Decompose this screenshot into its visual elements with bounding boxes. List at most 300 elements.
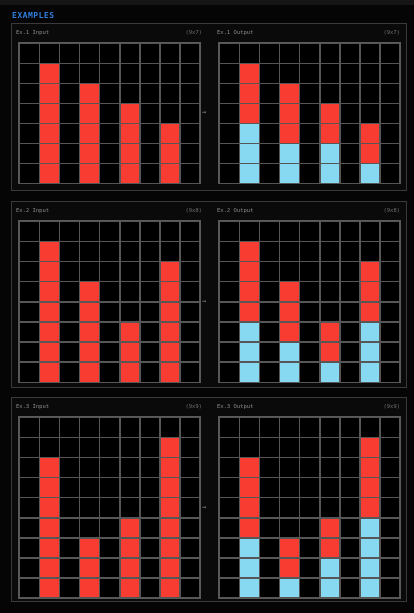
grid-cell[interactable] (180, 163, 201, 184)
grid-cell[interactable] (39, 518, 60, 539)
grid-cell[interactable] (219, 497, 240, 518)
grid-cell[interactable] (19, 163, 40, 184)
grid-cell[interactable] (59, 477, 80, 498)
grid-cell[interactable] (340, 241, 361, 262)
grid-cell[interactable] (19, 518, 40, 539)
grid-cell[interactable] (160, 43, 181, 64)
grid-cell[interactable] (99, 538, 120, 559)
grid-cell[interactable] (239, 163, 260, 184)
grid-cell[interactable] (380, 261, 401, 282)
grid-cell[interactable] (180, 342, 201, 363)
grid-cell[interactable] (299, 221, 320, 242)
grid-cell[interactable] (360, 123, 381, 144)
grid-cell[interactable] (120, 103, 141, 124)
grid-cell[interactable] (360, 143, 381, 164)
grid-cell[interactable] (340, 103, 361, 124)
grid-cell[interactable] (19, 43, 40, 64)
grid-cell[interactable] (120, 417, 141, 438)
grid-cell[interactable] (380, 477, 401, 498)
grid-cell[interactable] (19, 362, 40, 383)
grid-cell[interactable] (99, 437, 120, 458)
grid-cell[interactable] (79, 83, 100, 104)
grid-cell[interactable] (380, 558, 401, 579)
grid-cell[interactable] (239, 63, 260, 84)
grid-cell[interactable] (299, 342, 320, 363)
grid-cell[interactable] (259, 103, 280, 124)
grid-cell[interactable] (59, 497, 80, 518)
grid-cell[interactable] (140, 417, 161, 438)
grid-cell[interactable] (180, 83, 201, 104)
grid-cell[interactable] (99, 302, 120, 323)
grid-cell[interactable] (39, 417, 60, 438)
grid-cell[interactable] (380, 322, 401, 343)
grid-cell[interactable] (180, 417, 201, 438)
grid-cell[interactable] (380, 437, 401, 458)
grid-cell[interactable] (140, 103, 161, 124)
grid-cell[interactable] (99, 163, 120, 184)
grid-cell[interactable] (380, 302, 401, 323)
grid-cell[interactable] (279, 457, 300, 478)
grid-cell[interactable] (299, 43, 320, 64)
grid-cell[interactable] (120, 558, 141, 579)
grid-cell[interactable] (279, 322, 300, 343)
grid-cell[interactable] (120, 43, 141, 64)
grid-cell[interactable] (120, 477, 141, 498)
grid-cell[interactable] (59, 241, 80, 262)
grid-cell[interactable] (340, 437, 361, 458)
grid-cell[interactable] (39, 123, 60, 144)
grid-cell[interactable] (120, 538, 141, 559)
grid-cell[interactable] (239, 437, 260, 458)
grid-cell[interactable] (160, 538, 181, 559)
grid-cell[interactable] (279, 437, 300, 458)
grid-cell[interactable] (299, 63, 320, 84)
grid-cell[interactable] (19, 281, 40, 302)
grid-cell[interactable] (180, 43, 201, 64)
grid-cell[interactable] (360, 83, 381, 104)
grid-cell[interactable] (360, 261, 381, 282)
grid-cell[interactable] (79, 362, 100, 383)
grid-cell[interactable] (360, 457, 381, 478)
grid-cell[interactable] (320, 342, 341, 363)
grid-cell[interactable] (340, 518, 361, 539)
grid-cell[interactable] (160, 163, 181, 184)
grid-cell[interactable] (259, 497, 280, 518)
grid-cell[interactable] (320, 417, 341, 438)
grid-cell[interactable] (19, 558, 40, 579)
grid-cell[interactable] (219, 477, 240, 498)
grid-cell[interactable] (360, 558, 381, 579)
grid-cell[interactable] (299, 362, 320, 383)
grid-cell[interactable] (340, 43, 361, 64)
grid-cell[interactable] (99, 477, 120, 498)
grid-cell[interactable] (320, 437, 341, 458)
grid-cell[interactable] (239, 123, 260, 144)
grid-cell[interactable] (120, 578, 141, 599)
grid-cell[interactable] (59, 143, 80, 164)
grid-cell[interactable] (299, 437, 320, 458)
grid-cell[interactable] (160, 221, 181, 242)
grid-cell[interactable] (39, 281, 60, 302)
grid-cell[interactable] (59, 302, 80, 323)
grid-cell[interactable] (360, 241, 381, 262)
grid-cell[interactable] (160, 417, 181, 438)
grid-cell[interactable] (160, 362, 181, 383)
grid-cell[interactable] (340, 163, 361, 184)
grid-cell[interactable] (360, 342, 381, 363)
grid-cell[interactable] (320, 322, 341, 343)
grid-cell[interactable] (259, 163, 280, 184)
grid-cell[interactable] (239, 518, 260, 539)
grid-cell[interactable] (99, 322, 120, 343)
grid-cell[interactable] (120, 281, 141, 302)
grid-cell[interactable] (320, 477, 341, 498)
grid-cell[interactable] (180, 362, 201, 383)
grid-cell[interactable] (279, 342, 300, 363)
grid-cell[interactable] (380, 538, 401, 559)
grid-cell[interactable] (160, 518, 181, 539)
grid-cell[interactable] (279, 477, 300, 498)
grid-cell[interactable] (320, 103, 341, 124)
grid-cell[interactable] (79, 143, 100, 164)
grid-cell[interactable] (79, 103, 100, 124)
grid-cell[interactable] (259, 143, 280, 164)
grid-cell[interactable] (340, 362, 361, 383)
grid-cell[interactable] (299, 538, 320, 559)
grid-cell[interactable] (360, 417, 381, 438)
grid-cell[interactable] (59, 261, 80, 282)
grid-cell[interactable] (219, 342, 240, 363)
grid-cell[interactable] (99, 241, 120, 262)
grid-cell[interactable] (99, 63, 120, 84)
grid-cell[interactable] (279, 103, 300, 124)
grid-cell[interactable] (340, 83, 361, 104)
grid-cell[interactable] (360, 362, 381, 383)
grid-cell[interactable] (19, 83, 40, 104)
grid-cell[interactable] (299, 477, 320, 498)
grid-cell[interactable] (140, 497, 161, 518)
grid-cell[interactable] (59, 558, 80, 579)
grid-cell[interactable] (79, 241, 100, 262)
grid-cell[interactable] (279, 538, 300, 559)
grid-cell[interactable] (160, 83, 181, 104)
grid-cell[interactable] (39, 457, 60, 478)
grid-cell[interactable] (380, 241, 401, 262)
grid-cell[interactable] (99, 123, 120, 144)
grid-cell[interactable] (59, 83, 80, 104)
grid-cell[interactable] (360, 221, 381, 242)
grid-cell[interactable] (120, 241, 141, 262)
grid-cell[interactable] (140, 43, 161, 64)
grid-cell[interactable] (279, 163, 300, 184)
grid-cell[interactable] (279, 143, 300, 164)
grid-cell[interactable] (219, 43, 240, 64)
grid-cell[interactable] (259, 342, 280, 363)
grid-cell[interactable] (59, 417, 80, 438)
grid-cell[interactable] (239, 477, 260, 498)
grid-cell[interactable] (79, 417, 100, 438)
grid-cell[interactable] (140, 538, 161, 559)
grid-cell[interactable] (219, 241, 240, 262)
grid-cell[interactable] (259, 457, 280, 478)
grid-cell[interactable] (219, 457, 240, 478)
grid-cell[interactable] (340, 221, 361, 242)
grid-cell[interactable] (180, 103, 201, 124)
grid-cell[interactable] (219, 163, 240, 184)
grid-cell[interactable] (380, 63, 401, 84)
grid-cell[interactable] (99, 43, 120, 64)
grid-cell[interactable] (299, 417, 320, 438)
grid-cell[interactable] (160, 123, 181, 144)
grid-cell[interactable] (19, 241, 40, 262)
grid-cell[interactable] (140, 518, 161, 539)
grid-cell[interactable] (320, 302, 341, 323)
grid-cell[interactable] (160, 578, 181, 599)
grid-cell[interactable] (239, 221, 260, 242)
grid-cell[interactable] (219, 302, 240, 323)
grid-cell[interactable] (320, 261, 341, 282)
grid-cell[interactable] (259, 558, 280, 579)
grid-cell[interactable] (120, 437, 141, 458)
grid-cell[interactable] (299, 578, 320, 599)
grid-cell[interactable] (180, 578, 201, 599)
grid-cell[interactable] (120, 497, 141, 518)
grid-cell[interactable] (259, 83, 280, 104)
grid-cell[interactable] (239, 83, 260, 104)
grid-cell[interactable] (340, 417, 361, 438)
grid-cell[interactable] (239, 417, 260, 438)
grid-cell[interactable] (340, 538, 361, 559)
grid-cell[interactable] (140, 221, 161, 242)
grid-cell[interactable] (160, 322, 181, 343)
grid-cell[interactable] (239, 362, 260, 383)
grid-cell[interactable] (219, 281, 240, 302)
grid-cell[interactable] (219, 143, 240, 164)
grid-cell[interactable] (279, 123, 300, 144)
grid-cell[interactable] (140, 342, 161, 363)
grid-cell[interactable] (180, 558, 201, 579)
grid-cell[interactable] (279, 558, 300, 579)
grid-cell[interactable] (120, 457, 141, 478)
grid-cell[interactable] (120, 83, 141, 104)
grid-cell[interactable] (360, 437, 381, 458)
grid-cell[interactable] (120, 163, 141, 184)
grid-cell[interactable] (79, 578, 100, 599)
grid-cell[interactable] (340, 457, 361, 478)
grid-cell[interactable] (39, 477, 60, 498)
grid-cell[interactable] (39, 103, 60, 124)
grid-cell[interactable] (79, 518, 100, 539)
grid-cell[interactable] (19, 417, 40, 438)
grid-cell[interactable] (320, 538, 341, 559)
grid-cell[interactable] (140, 123, 161, 144)
grid-cell[interactable] (219, 221, 240, 242)
grid-cell[interactable] (259, 43, 280, 64)
grid-cell[interactable] (360, 302, 381, 323)
grid-cell[interactable] (140, 143, 161, 164)
grid-cell[interactable] (140, 261, 161, 282)
grid-cell[interactable] (239, 457, 260, 478)
grid-cell[interactable] (180, 221, 201, 242)
grid-cell[interactable] (299, 457, 320, 478)
grid-cell[interactable] (99, 578, 120, 599)
grid-cell[interactable] (219, 322, 240, 343)
grid-cell[interactable] (360, 518, 381, 539)
grid-cell[interactable] (140, 578, 161, 599)
grid-cell[interactable] (140, 83, 161, 104)
grid-cell[interactable] (180, 241, 201, 262)
grid-cell[interactable] (79, 63, 100, 84)
grid-cell[interactable] (259, 302, 280, 323)
grid-cell[interactable] (259, 578, 280, 599)
grid-cell[interactable] (299, 83, 320, 104)
grid-cell[interactable] (180, 518, 201, 539)
grid-cell[interactable] (99, 281, 120, 302)
grid-cell[interactable] (120, 302, 141, 323)
grid-cell[interactable] (279, 362, 300, 383)
grid-cell[interactable] (299, 281, 320, 302)
grid-cell[interactable] (180, 302, 201, 323)
grid-cell[interactable] (219, 63, 240, 84)
grid-cell[interactable] (39, 43, 60, 64)
grid-cell[interactable] (120, 123, 141, 144)
grid-cell[interactable] (380, 497, 401, 518)
grid-cell[interactable] (340, 143, 361, 164)
grid-cell[interactable] (140, 322, 161, 343)
grid-cell[interactable] (320, 362, 341, 383)
grid-cell[interactable] (160, 261, 181, 282)
grid-cell[interactable] (279, 578, 300, 599)
grid-cell[interactable] (160, 342, 181, 363)
grid-cell[interactable] (239, 302, 260, 323)
grid-cell[interactable] (59, 437, 80, 458)
grid-cell[interactable] (79, 558, 100, 579)
grid-cell[interactable] (39, 83, 60, 104)
grid-cell[interactable] (99, 261, 120, 282)
grid-cell[interactable] (140, 281, 161, 302)
grid-cell[interactable] (99, 457, 120, 478)
grid-cell[interactable] (180, 477, 201, 498)
grid-cell[interactable] (19, 143, 40, 164)
grid-cell[interactable] (99, 558, 120, 579)
grid-cell[interactable] (320, 43, 341, 64)
grid-cell[interactable] (219, 362, 240, 383)
grid-cell[interactable] (39, 221, 60, 242)
grid-cell[interactable] (279, 221, 300, 242)
grid-cell[interactable] (299, 518, 320, 539)
grid-cell[interactable] (360, 538, 381, 559)
grid-cell[interactable] (239, 103, 260, 124)
grid-cell[interactable] (39, 241, 60, 262)
grid-cell[interactable] (99, 342, 120, 363)
grid-cell[interactable] (39, 302, 60, 323)
grid-cell[interactable] (79, 43, 100, 64)
grid-cell[interactable] (219, 518, 240, 539)
grid-cell[interactable] (39, 497, 60, 518)
grid-cell[interactable] (79, 437, 100, 458)
grid-cell[interactable] (39, 342, 60, 363)
grid-cell[interactable] (279, 497, 300, 518)
grid-cell[interactable] (340, 322, 361, 343)
grid-cell[interactable] (160, 103, 181, 124)
grid-cell[interactable] (19, 497, 40, 518)
grid-cell[interactable] (79, 261, 100, 282)
grid-cell[interactable] (380, 281, 401, 302)
grid-cell[interactable] (219, 261, 240, 282)
grid-cell[interactable] (120, 518, 141, 539)
grid-cell[interactable] (299, 558, 320, 579)
grid-cell[interactable] (360, 322, 381, 343)
grid-cell[interactable] (160, 497, 181, 518)
grid-cell[interactable] (140, 457, 161, 478)
grid-cell[interactable] (120, 143, 141, 164)
grid-cell[interactable] (380, 221, 401, 242)
grid-cell[interactable] (320, 83, 341, 104)
grid-cell[interactable] (59, 43, 80, 64)
grid-cell[interactable] (99, 518, 120, 539)
grid-cell[interactable] (259, 241, 280, 262)
grid-cell[interactable] (120, 63, 141, 84)
grid-cell[interactable] (299, 241, 320, 262)
grid-cell[interactable] (279, 63, 300, 84)
grid-cell[interactable] (320, 457, 341, 478)
grid-cell[interactable] (239, 497, 260, 518)
grid-cell[interactable] (299, 497, 320, 518)
grid-cell[interactable] (19, 123, 40, 144)
grid-cell[interactable] (340, 123, 361, 144)
grid-cell[interactable] (259, 437, 280, 458)
grid-cell[interactable] (259, 123, 280, 144)
grid-cell[interactable] (259, 281, 280, 302)
grid-cell[interactable] (180, 261, 201, 282)
grid-cell[interactable] (320, 578, 341, 599)
grid-cell[interactable] (259, 538, 280, 559)
grid-cell[interactable] (320, 241, 341, 262)
grid-cell[interactable] (19, 63, 40, 84)
grid-cell[interactable] (79, 221, 100, 242)
grid-cell[interactable] (320, 163, 341, 184)
grid-cell[interactable] (299, 261, 320, 282)
grid-cell[interactable] (79, 457, 100, 478)
grid-cell[interactable] (120, 342, 141, 363)
grid-cell[interactable] (140, 477, 161, 498)
grid-cell[interactable] (219, 578, 240, 599)
grid-cell[interactable] (239, 261, 260, 282)
grid-cell[interactable] (79, 477, 100, 498)
grid-cell[interactable] (380, 83, 401, 104)
grid-cell[interactable] (279, 261, 300, 282)
grid-cell[interactable] (19, 578, 40, 599)
grid-cell[interactable] (59, 457, 80, 478)
grid-cell[interactable] (180, 497, 201, 518)
grid-cell[interactable] (380, 417, 401, 438)
grid-cell[interactable] (99, 103, 120, 124)
grid-cell[interactable] (239, 43, 260, 64)
grid-cell[interactable] (320, 123, 341, 144)
grid-cell[interactable] (239, 143, 260, 164)
grid-cell[interactable] (239, 241, 260, 262)
grid-cell[interactable] (140, 241, 161, 262)
grid-cell[interactable] (79, 497, 100, 518)
grid-cell[interactable] (79, 342, 100, 363)
grid-cell[interactable] (140, 558, 161, 579)
grid-cell[interactable] (59, 322, 80, 343)
grid-cell[interactable] (39, 163, 60, 184)
grid-cell[interactable] (160, 63, 181, 84)
grid-cell[interactable] (160, 281, 181, 302)
grid-cell[interactable] (140, 63, 161, 84)
grid-cell[interactable] (120, 261, 141, 282)
